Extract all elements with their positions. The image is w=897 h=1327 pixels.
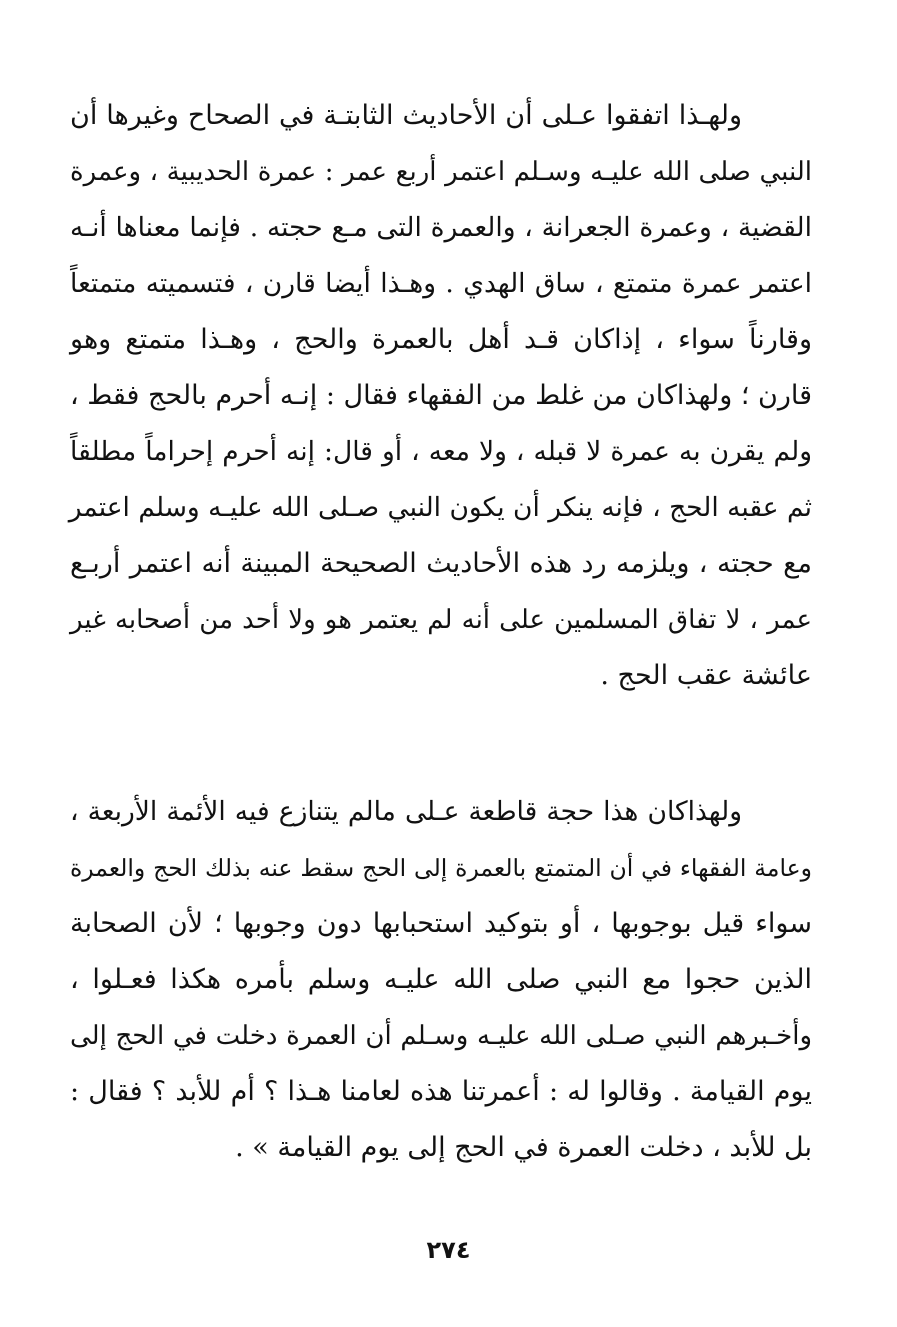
text-line: القضية ، وعمرة الجعرانة ، والعمرة التى مـع حجته . فإنما معناها أنـه [70,212,812,243]
page-number: ٢٧٤ [426,1236,471,1264]
text-line: سواء قيل بوجوبها ، أو بتوكيد استحبابها دون وجوبها ؛ لأن الصحابة [70,908,812,939]
text-line: بل للأبد ، دخلت العمرة في الحج إلى يوم القيامة » . [235,1132,812,1163]
text-line: النبي صلى الله عليـه وسـلم اعتمر أربع عمر : عمرة الحديبية ، وعمرة [70,157,812,187]
text-line: قارن ؛ ولهذاكان من غلط من الفقهاء فقال : إنـه أحرم بالحج فقط ، [69,380,812,411]
text-line: ولم يقرن به عمرة لا قبله ، ولا معه ، أو قال: إنه أحرم إحراماً مطلقاً [70,436,813,467]
text-line: وعامة الفقهاء في أن المتمتع بالعمرة إلى الحج سقط عنه بذلك الحج والعمرة [70,854,812,882]
text-line: اعتمر عمرة متمتع ، ساق الهدي . وهـذا أيضا قارن ، فتسميته متمتعاً [70,268,812,299]
text-line: الذين حجوا مع النبي صلى الله عليـه وسلم بأمره هكذا فعـلوا ، [70,964,812,995]
text-line: وأخـبرهم النبي صـلى الله عليـه وسـلم أن العمرة دخلت في الحج إلى [70,1021,812,1051]
text-line: مع حجته ، ويلزمه رد هذه الأحاديث الصحيحة المبينة أنه اعتمر أربـع [70,548,812,579]
text-line: عمر ، لا تفاق المسلمين على أنه لم يعتمر هو ولا أحد من أصحابه غير [70,605,812,635]
paragraph-2 [70,784,812,1176]
text-line: ولهذاكان هذا حجة قاطعة عـلى مالم يتنازع فيه الأئمة الأربعة ، [70,796,742,827]
text-line: ولهـذا اتفقوا عـلى أن الأحاديث الثابتـة في الصحاح وغيرها أن [70,100,742,131]
text-line: ثم عقبه الحج ، فإنه ينكر أن يكون النبي صـلى الله عليـه وسلم اعتمر [68,492,812,523]
text-line: وقارناً سواء ، إذاكان قـد أهل بالعمرة والحج ، وهـذا متمتع وهو [70,324,812,355]
text-line: عائشة عقب الحج . [600,660,812,691]
text-line: يوم القيامة . وقالوا له : أعمرتنا هذه لعامنا هـذا ؟ أم للأبد ؟ فقال : [70,1076,812,1107]
paragraph-1 [70,88,812,704]
